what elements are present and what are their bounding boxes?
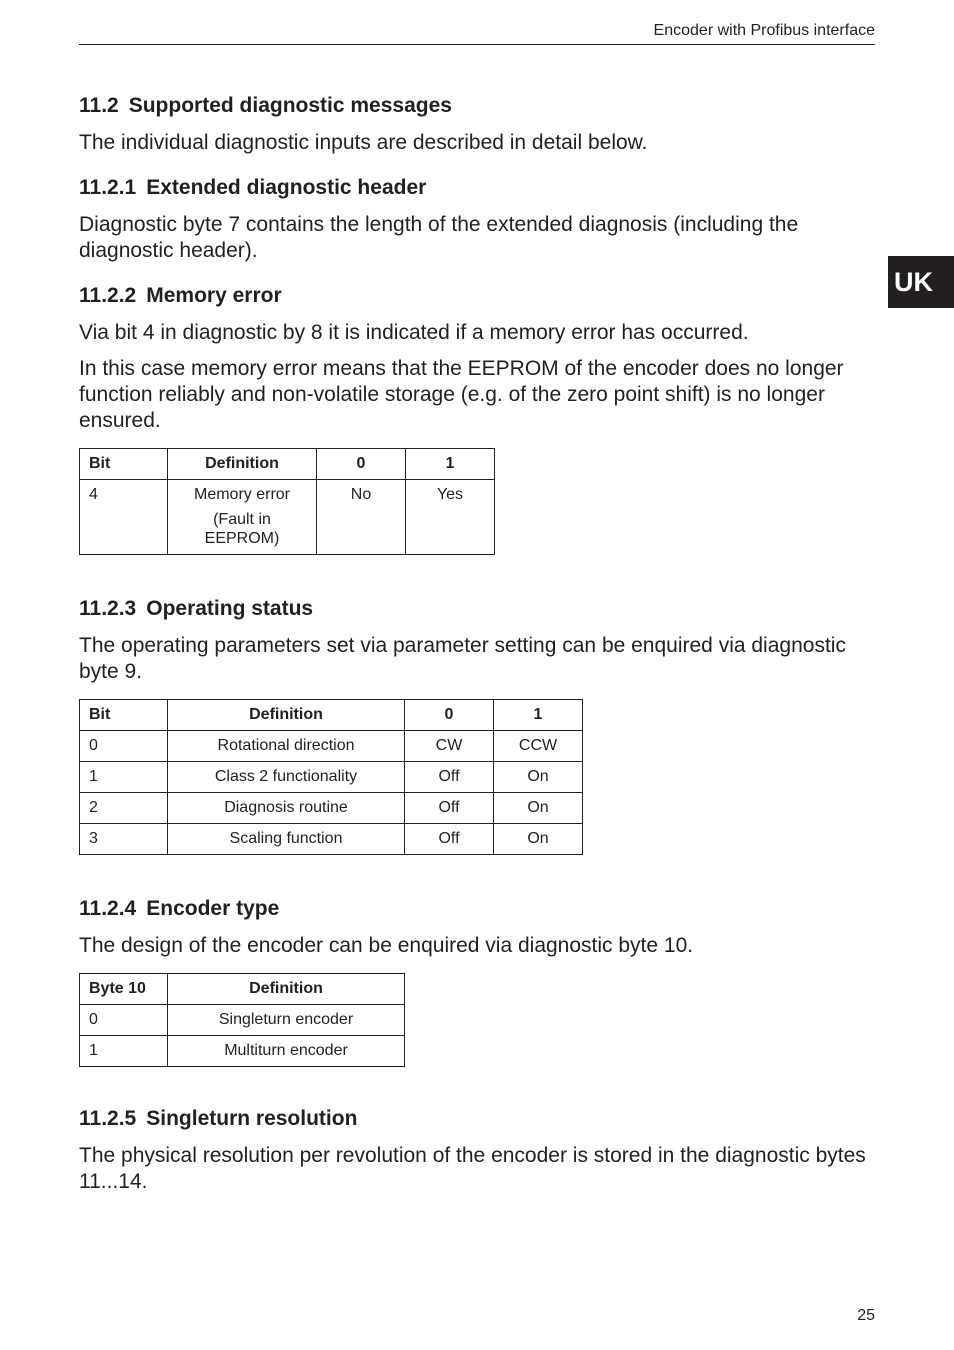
section-heading-11-2-3 xyxy=(79,595,879,623)
table-cell: 1 xyxy=(80,762,168,793)
paragraph: In this case memory error means that the EEPROM of the encoder does no longer function reliably and non-volatile storage (e.g. of the zero point shift) is no longer ensured. xyxy=(79,357,844,432)
paragraph: The physical resolution per revolution of the encoder is stored in the diagnostic bytes 11...14. xyxy=(79,1144,866,1193)
section-heading-11-2-4 xyxy=(79,895,879,923)
operating-status-table xyxy=(79,699,583,855)
table-cell: Off xyxy=(405,824,494,855)
table-cell: 2 xyxy=(80,793,168,824)
paragraph: Diagnostic byte 7 contains the length of the extended diagnosis (including the diagnostic header). xyxy=(79,213,799,262)
definition-line: Memory error xyxy=(193,486,290,503)
section-number: 11.2.5 xyxy=(79,1107,137,1130)
table-cell: Class 2 functionality xyxy=(168,762,405,793)
table-row xyxy=(80,731,583,762)
section-heading-11-2 xyxy=(79,92,879,120)
table-header-cell: Bit xyxy=(80,700,168,731)
table-header-cell: Definition xyxy=(168,700,405,731)
table-cell: On xyxy=(494,793,583,824)
table-header-cell: 1 xyxy=(406,449,495,480)
section-title: Operating status xyxy=(146,597,314,620)
table-header-cell: 0 xyxy=(317,449,406,480)
section-title: Singleturn resolution xyxy=(146,1107,358,1130)
page-content xyxy=(79,88,879,1195)
table-cell: CW xyxy=(405,731,494,762)
table-header-row xyxy=(80,700,583,731)
section-title: Supported diagnostic messages xyxy=(128,94,452,117)
paragraph: The individual diagnostic inputs are described in detail below. xyxy=(79,131,648,154)
running-header xyxy=(79,20,875,45)
section-title: Extended diagnostic header xyxy=(146,176,427,199)
table-header-row xyxy=(80,449,495,480)
section-heading-11-2-2 xyxy=(79,282,879,310)
table-cell: 0 xyxy=(80,731,168,762)
table-cell: Rotational direction xyxy=(168,731,405,762)
table-cell: No xyxy=(317,480,406,555)
table-header-cell: 0 xyxy=(405,700,494,731)
table-cell: On xyxy=(494,824,583,855)
language-tab: UK xyxy=(888,256,954,308)
encoder-type-table xyxy=(79,973,405,1067)
table-header-cell: Bit xyxy=(80,449,168,480)
section-number: 11.2.1 xyxy=(79,176,137,199)
definition-note: (Fault in EEPROM) xyxy=(204,511,280,547)
table-cell: Multiturn encoder xyxy=(168,1036,405,1067)
section-number: 11.2.4 xyxy=(79,897,137,920)
document-title: Encoder with Profibus interface xyxy=(653,22,875,39)
table-cell: Yes xyxy=(406,480,495,555)
table-row xyxy=(80,1005,405,1036)
table-cell: CCW xyxy=(494,731,583,762)
section-number: 11.2.3 xyxy=(79,597,137,620)
table-cell: 3 xyxy=(80,824,168,855)
section-number: 11.2 xyxy=(79,94,119,117)
table-row xyxy=(80,1036,405,1067)
table-cell: 1 xyxy=(80,1036,168,1067)
memory-error-table xyxy=(79,448,495,555)
table-cell: Diagnosis routine xyxy=(168,793,405,824)
table-cell: Off xyxy=(405,762,494,793)
section-heading-11-2-5 xyxy=(79,1105,879,1133)
table-header-row xyxy=(80,974,405,1005)
table-cell xyxy=(168,480,317,555)
table-cell: On xyxy=(494,762,583,793)
table-row xyxy=(80,793,583,824)
section-title: Encoder type xyxy=(146,897,280,920)
table-header-cell: Definition xyxy=(168,974,405,1005)
paragraph: The operating parameters set via parameter setting can be enquired via diagnostic byte 9. xyxy=(79,634,846,683)
table-cell: 0 xyxy=(80,1005,168,1036)
paragraph: Via bit 4 in diagnostic by 8 it is indicated if a memory error has occurred. xyxy=(79,321,749,344)
table-cell: Singleturn encoder xyxy=(168,1005,405,1036)
table-row xyxy=(80,762,583,793)
table-row xyxy=(80,480,495,555)
table-cell: 4 xyxy=(80,480,168,555)
table-cell: Off xyxy=(405,793,494,824)
section-heading-11-2-1 xyxy=(79,174,879,202)
table-header-cell: Definition xyxy=(168,449,317,480)
section-title: Memory error xyxy=(146,284,282,307)
section-number: 11.2.2 xyxy=(79,284,137,307)
table-row xyxy=(80,824,583,855)
paragraph: The design of the encoder can be enquired via diagnostic byte 10. xyxy=(79,934,694,957)
table-cell: Scaling function xyxy=(168,824,405,855)
page-number: 25 xyxy=(857,1307,875,1324)
table-header-cell: 1 xyxy=(494,700,583,731)
table-header-cell: Byte 10 xyxy=(80,974,168,1005)
